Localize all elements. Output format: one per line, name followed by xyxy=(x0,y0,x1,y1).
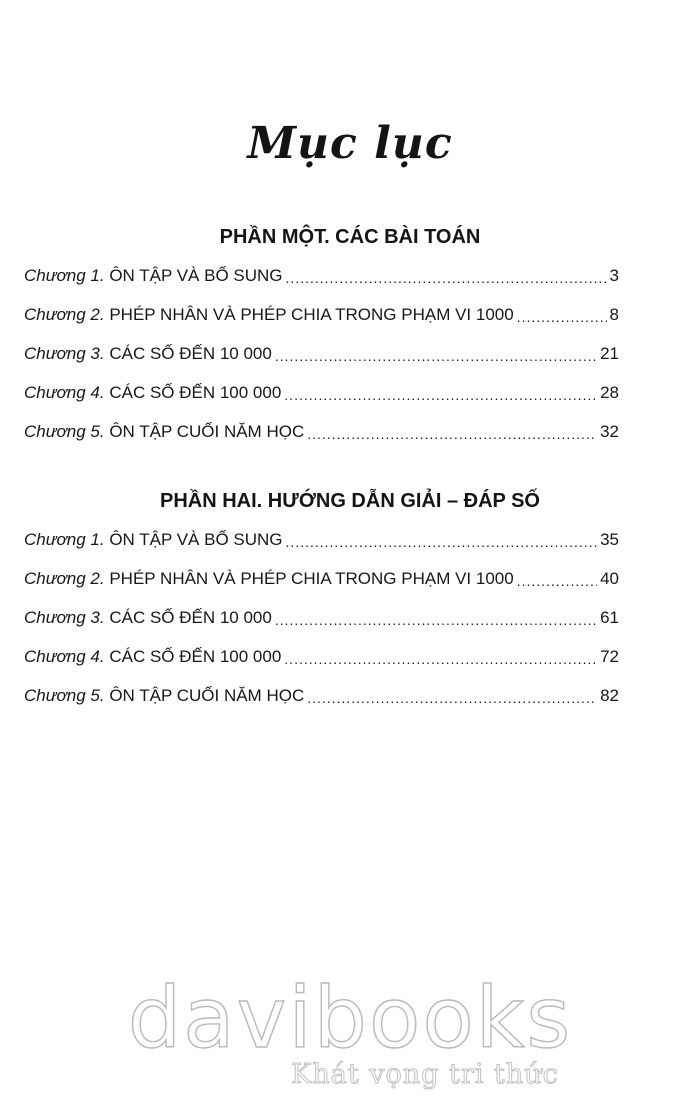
toc-entry[interactable] xyxy=(24,520,619,559)
toc-part-two xyxy=(0,482,700,715)
toc-chapter-number: Chương 5. xyxy=(24,421,105,441)
toc-chapter-number: Chương 4. xyxy=(24,382,105,402)
dot-leader xyxy=(286,534,598,550)
toc-chapter-title: CÁC SỐ ĐẾN 100 000 xyxy=(109,646,282,666)
toc-page-number: 82 xyxy=(600,685,619,705)
toc-page-number: 35 xyxy=(600,529,619,549)
dot-leader xyxy=(286,270,607,286)
dot-leader xyxy=(275,348,597,364)
toc-chapter-number: Chương 2. xyxy=(24,568,105,588)
toc-chapter-title: ÔN TẬP CUỐI NĂM HỌC xyxy=(109,685,305,705)
toc-page-number: 40 xyxy=(600,568,619,588)
toc-chapter-title: ÔN TẬP VÀ BỔ SUNG xyxy=(109,529,283,549)
toc-part-one xyxy=(0,218,700,451)
toc-chapter-title: CÁC SỐ ĐẾN 10 000 xyxy=(109,343,272,363)
dot-leader xyxy=(307,426,597,442)
toc-entry[interactable] xyxy=(24,637,619,676)
watermark-brand: davibooks xyxy=(127,969,573,1067)
toc-chapter-title: ÔN TẬP VÀ BỔ SUNG xyxy=(109,265,283,285)
dot-leader xyxy=(275,612,597,628)
toc-chapter-title: ÔN TẬP CUỐI NĂM HỌC xyxy=(109,421,305,441)
toc-chapter-number: Chương 1. xyxy=(24,529,105,549)
toc-chapter-title: CÁC SỐ ĐẾN 100 000 xyxy=(109,382,282,402)
toc-entry[interactable] xyxy=(24,559,619,598)
dot-leader xyxy=(517,573,597,589)
toc-page-number: 72 xyxy=(600,646,619,666)
toc-page-number: 3 xyxy=(609,265,619,285)
dot-leader xyxy=(517,309,607,325)
toc-chapter-number: Chương 2. xyxy=(24,304,105,324)
toc-entry[interactable] xyxy=(24,334,619,373)
toc-page-number: 61 xyxy=(600,607,619,627)
toc-chapter-number: Chương 4. xyxy=(24,646,105,666)
toc-entry[interactable] xyxy=(24,295,619,334)
dot-leader xyxy=(284,651,597,667)
toc-entry[interactable] xyxy=(24,676,619,715)
toc-chapter-number: Chương 5. xyxy=(24,685,105,705)
toc-page-number: 8 xyxy=(609,304,619,324)
toc-entry[interactable] xyxy=(24,412,619,451)
part-heading: PHẦN HAI. HƯỚNG DẪN GIẢI – ĐÁP SỐ xyxy=(160,490,540,512)
watermark-tagline: Khát vọng tri thức xyxy=(291,1059,559,1090)
toc-chapter-number: Chương 3. xyxy=(24,343,105,363)
toc-chapter-number: Chương 3. xyxy=(24,607,105,627)
toc-entry[interactable] xyxy=(24,373,619,412)
toc-page-number: 28 xyxy=(600,382,619,402)
dot-leader xyxy=(307,690,597,706)
toc-chapter-title: PHÉP NHÂN VÀ PHÉP CHIA TRONG PHẠM VI 1000 xyxy=(109,568,514,588)
toc-entry[interactable] xyxy=(24,598,619,637)
toc-entry[interactable] xyxy=(24,256,619,295)
toc-chapter-number: Chương 1. xyxy=(24,265,105,285)
page-title: Mục lục xyxy=(247,118,453,169)
toc-page-number: 32 xyxy=(600,421,619,441)
dot-leader xyxy=(284,387,597,403)
toc-page-number: 21 xyxy=(600,343,619,363)
part-heading: PHẦN MỘT. CÁC BÀI TOÁN xyxy=(219,226,481,248)
toc-chapter-title: CÁC SỐ ĐẾN 10 000 xyxy=(109,607,272,627)
toc-chapter-title: PHÉP NHÂN VÀ PHÉP CHIA TRONG PHẠM VI 1000 xyxy=(109,304,514,324)
